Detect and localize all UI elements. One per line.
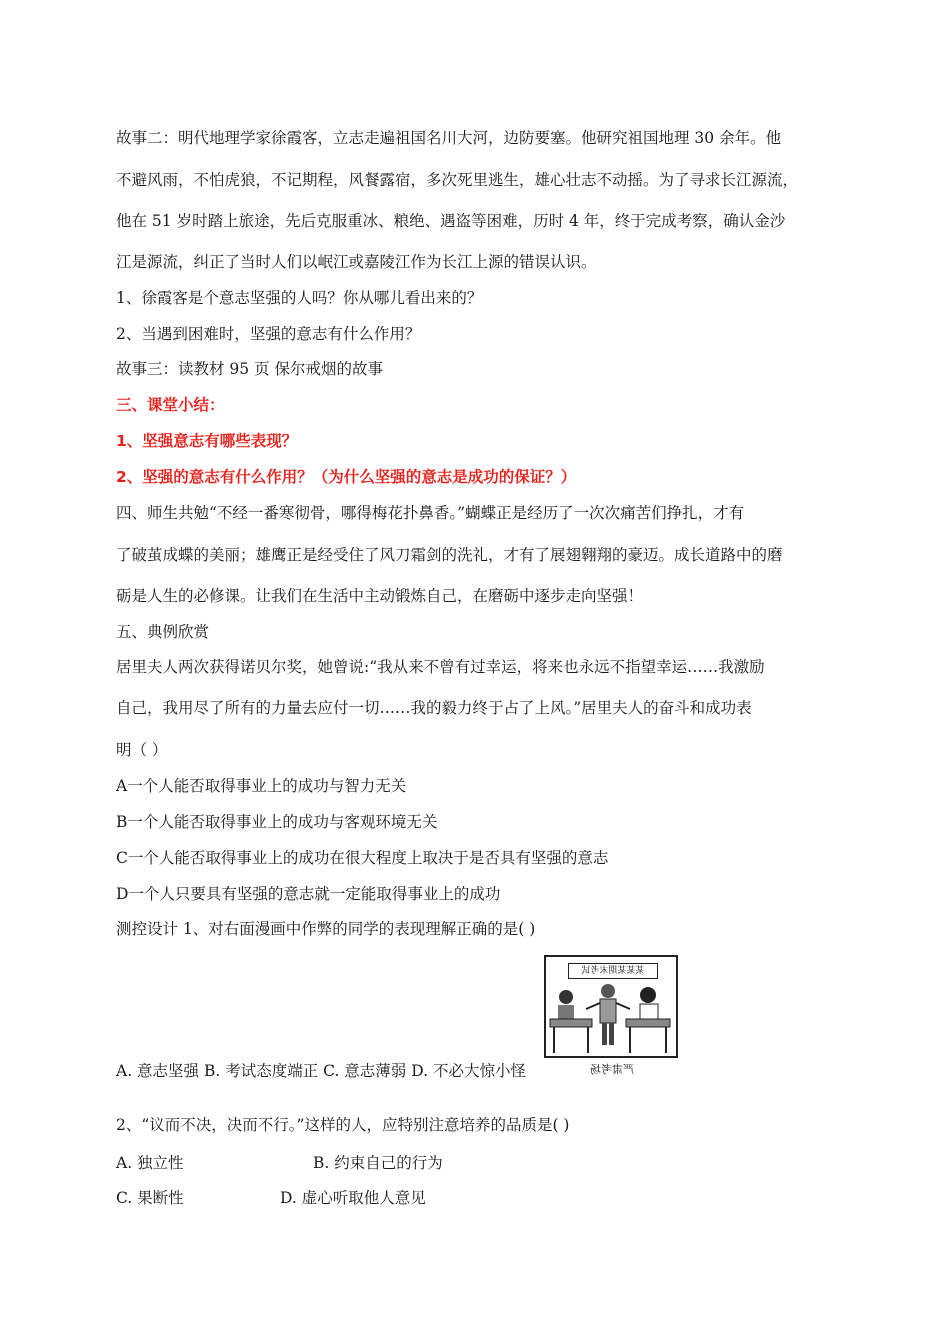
section4-line3: 砺是人生的必修课。让我们在生活中主动锻炼自己，在磨砺中逐步走向坚强！ <box>116 587 644 605</box>
story2-line4: 江是源流，纠正了当时人们以岷江或嘉陵江作为长江上源的错误认识。 <box>116 253 597 271</box>
question-1: 1、徐霞客是个意志坚强的人吗？你从哪儿看出来的？ <box>116 289 483 307</box>
summary-item-2: 2、坚强的意志有什么作用？（为什么坚强的意志是成功的保证？） <box>116 468 577 486</box>
option-c: C一个人能否取得事业上的成功在很大程度上取决于是否具有坚强的意志 <box>116 849 609 867</box>
option-d: D一个人只要具有坚强的意志就一定能取得事业上的成功 <box>116 885 501 903</box>
story2-line1: 故事二：明代地理学家徐霞客，立志走遍祖国名川大河，边防要塞。他研究祖国地理 30 余年。他 <box>116 129 782 147</box>
section5-heading: 五、典例欣赏 <box>116 623 210 641</box>
q2-option-b: B. 约束自己的行为 <box>313 1154 443 1172</box>
test-question-1-options: A. 意志坚强 B. 考试态度端正 C. 意志薄弱 D. 不必大惊小怪 <box>116 1062 526 1080</box>
test-question-2: 2、“议而不决，决而不行。”这样的人，应特别注意培养的品质是( ) <box>116 1116 570 1134</box>
cartoon-banner: 某某某期末考试 <box>568 963 658 979</box>
story3: 故事三：读教材 95 页 保尔戒烟的故事 <box>116 360 384 378</box>
test-question-1: 测控设计 1、对右面漫画中作弊的同学的表现理解正确的是( ) <box>116 920 536 938</box>
section5-line2: 自己，我用尽了所有的力量去应付一切……我的毅力终于占了上风。”居里夫人的奋斗和成功表 <box>116 699 752 717</box>
cartoon-caption: 严肃考场 <box>590 1063 634 1076</box>
story2-line3: 他在 51 岁时踏上旅途，先后克服重冰、粮绝、遇盗等困难，历时 4 年，终于完成考察，确认金沙 <box>116 212 786 230</box>
story2-line2: 不避风雨，不怕虎狼，不记期程，风餐露宿，多次死里逃生，雄心壮志不动摇。为了寻求长江源流， <box>116 171 799 189</box>
summary-heading: 三、课堂小结： <box>116 396 225 414</box>
q2-option-d: D. 虚心听取他人意见 <box>280 1189 426 1207</box>
section4-line1: 四、师生共勉“不经一番寒彻骨，哪得梅花扑鼻香。”蝴蝶正是经历了一次次痛苦们挣扎，才有 <box>116 504 745 522</box>
q2-option-a: A. 独立性 <box>116 1154 184 1172</box>
summary-item-1: 1、坚强意志有哪些表现？ <box>116 432 298 450</box>
q2-option-c: C. 果断性 <box>116 1189 184 1207</box>
option-b: B一个人能否取得事业上的成功与客观环境无关 <box>116 813 438 831</box>
cheating-cartoon-image <box>544 955 678 1058</box>
section4-line2: 了破茧成蝶的美丽；雄鹰正是经受住了风刀霜剑的洗礼，才有了展翅翱翔的豪迈。成长道路中的磨 <box>116 546 783 564</box>
section5-line1: 居里夫人两次获得诺贝尔奖，她曾说:“我从来不曾有过幸运，将来也永远不指望幸运……我激励 <box>116 658 765 676</box>
question-2: 2、当遇到困难时，坚强的意志有什么作用？ <box>116 325 421 343</box>
section5-line3: 明（ ） <box>116 741 168 759</box>
option-a: A一个人能否取得事业上的成功与智力无关 <box>116 777 407 795</box>
